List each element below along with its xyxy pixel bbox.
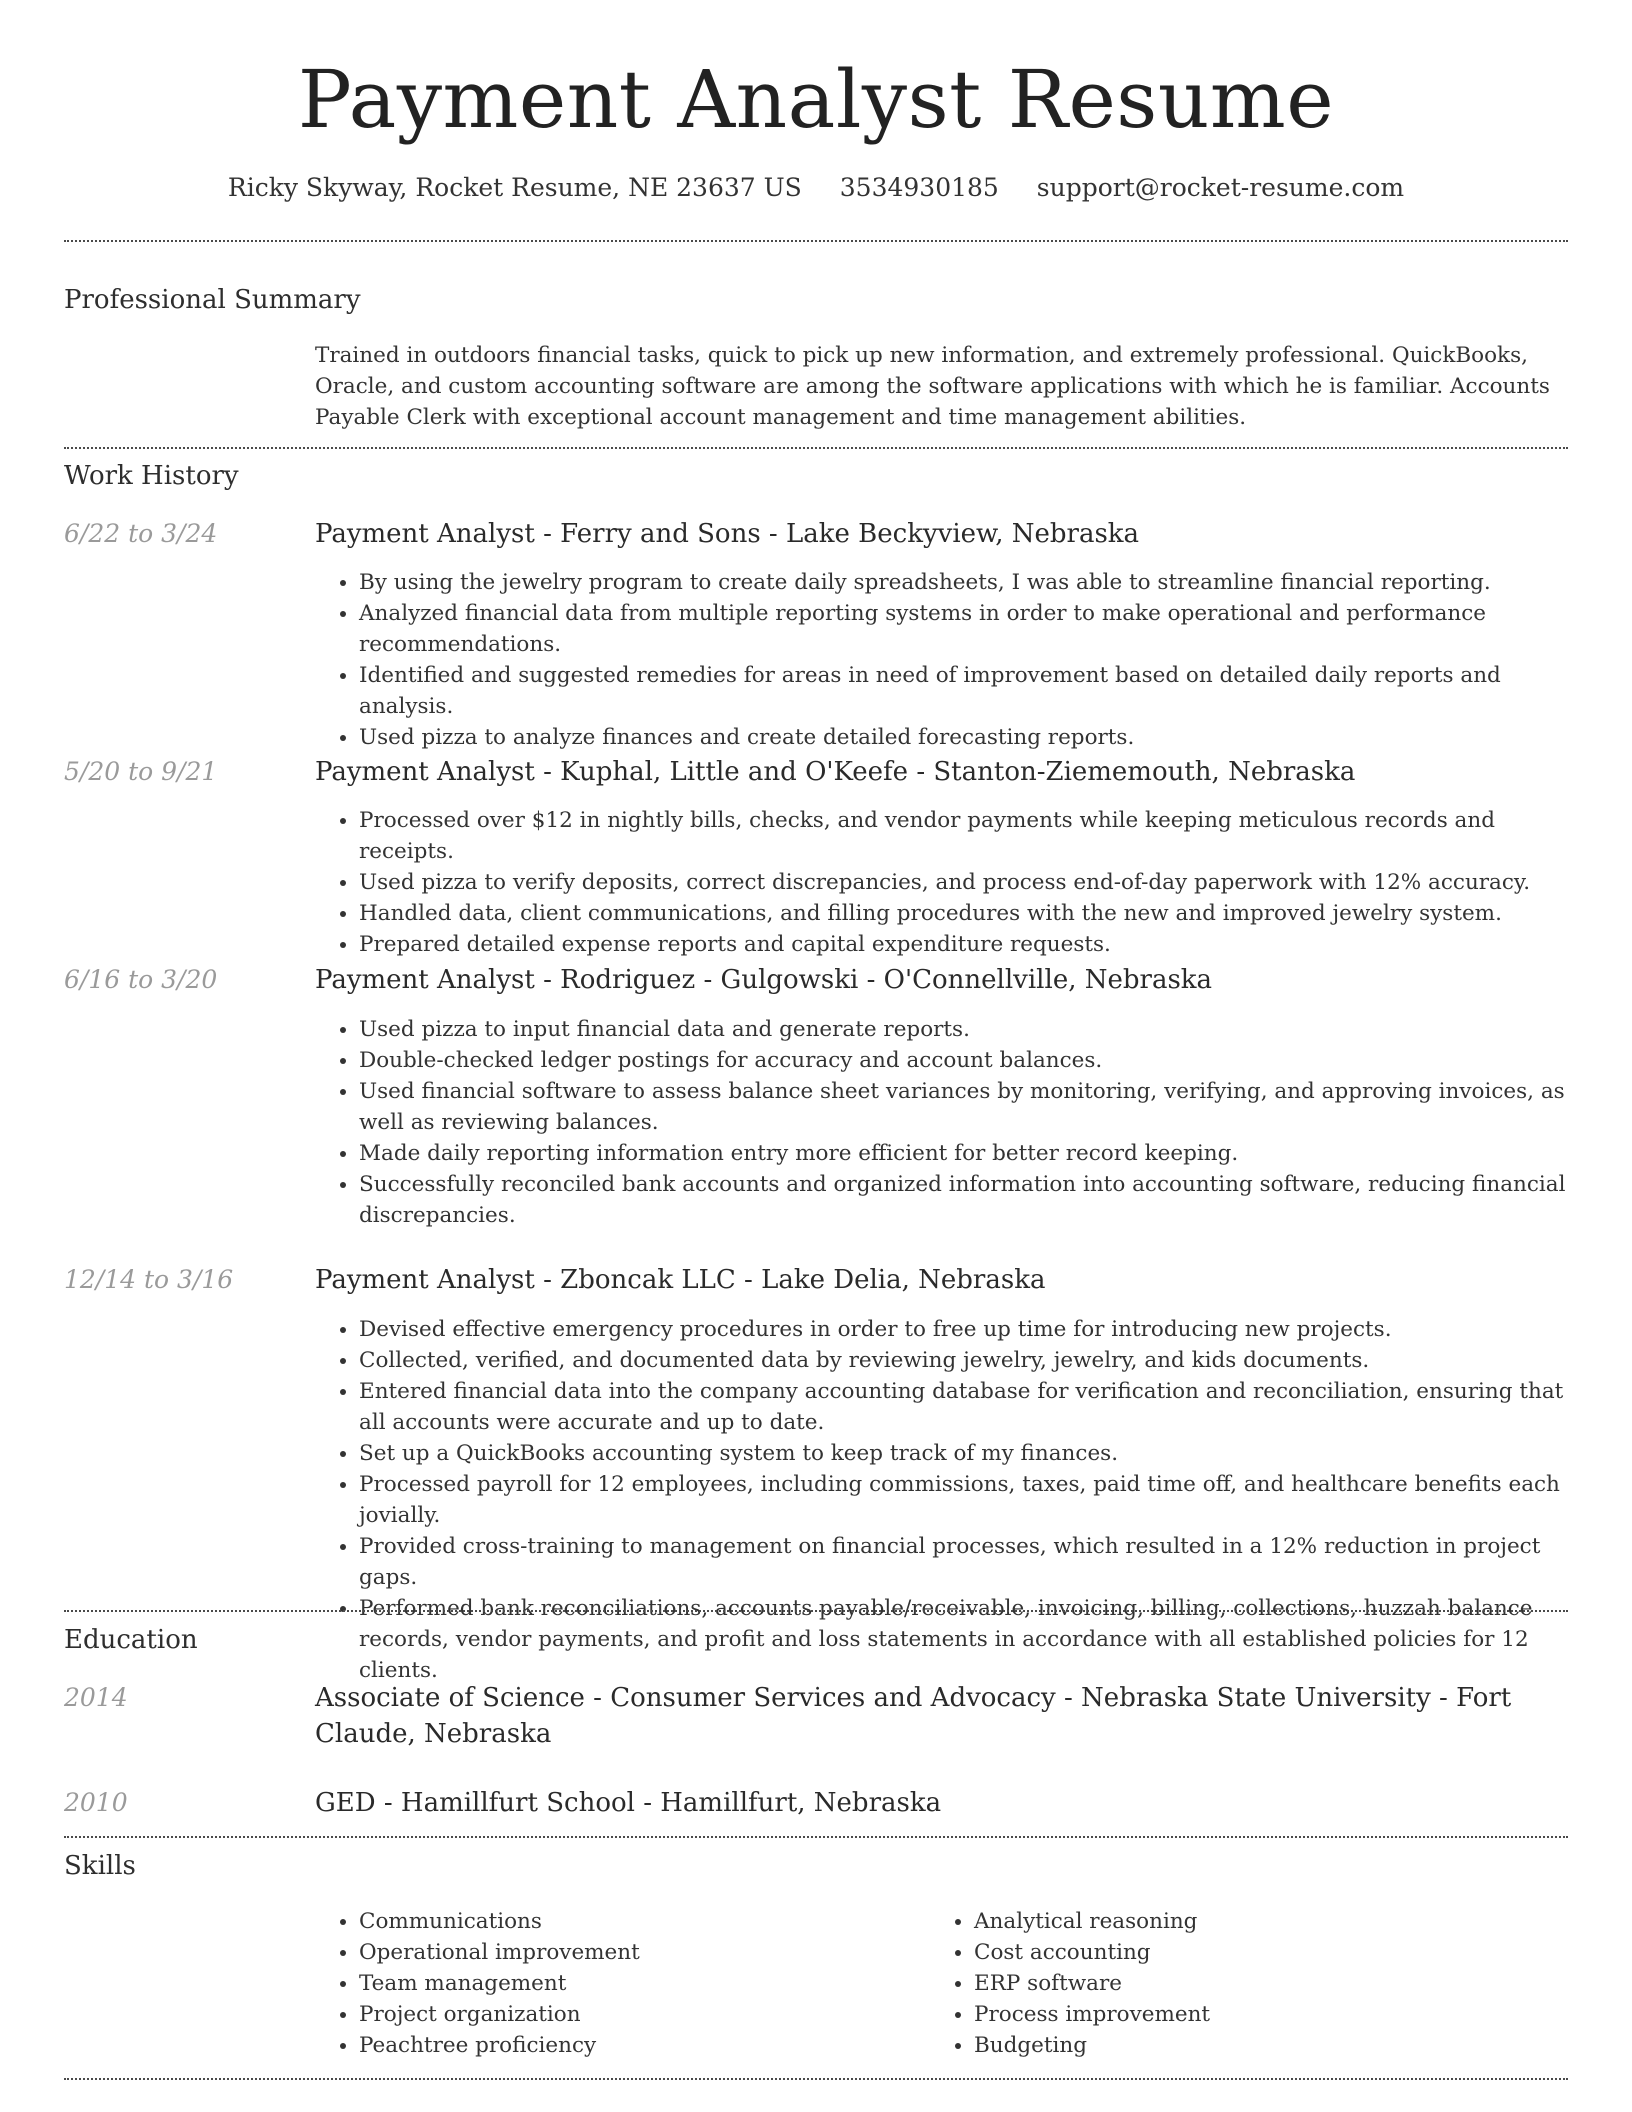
skill-item: • ERP software: [974, 1968, 1530, 1999]
skill-item: • Communications: [359, 1906, 915, 1937]
skill-item: • Budgeting: [974, 2030, 1530, 2061]
job-bullets: [315, 1014, 1568, 1231]
job-bullet: • Double-checked ledger postings for accuracy and account balances.: [359, 1045, 1568, 1076]
contact-line: [0, 170, 1632, 206]
job-bullet: • Set up a QuickBooks accounting system to keep track of my finances.: [359, 1438, 1568, 1469]
education-year: 2014: [64, 1683, 128, 1712]
job-bullet: • Devised effective emergency procedures in order to free up time for introducing new projects.: [359, 1314, 1568, 1345]
job-bullets: [315, 1314, 1568, 1686]
skill-item: • Operational improvement: [359, 1937, 915, 1968]
job-bullet: • Used pizza to analyze finances and create detailed forecasting reports.: [359, 722, 1568, 753]
contact-address: Ricky Skyway, Rocket Resume, NE 23637 US: [227, 173, 802, 202]
skill-item: • Cost accounting: [974, 1937, 1530, 1968]
education-title: GED - Hamillfurt School - Hamillfurt, Nebraska: [315, 1788, 942, 1818]
contact-email: support@rocket-resume.com: [1036, 173, 1405, 202]
job-title: Payment Analyst - Kuphal, Little and O'Keefe - Stanton-Ziememouth, Nebraska: [315, 757, 1356, 787]
job-title: Payment Analyst - Zboncak LLC - Lake Delia, Nebraska: [315, 1265, 1046, 1295]
job-bullet: • Provided cross-training to management on financial processes, which resulted in a 12% reduction in project gaps.: [359, 1531, 1568, 1593]
summary-heading: Professional Summary: [64, 285, 361, 315]
job-bullet: • Used pizza to verify deposits, correct discrepancies, and process end-of-day paperwork with 12% accuracy.: [359, 867, 1568, 898]
skill-item: • Analytical reasoning: [974, 1906, 1530, 1937]
skill-item: • Process improvement: [974, 1999, 1530, 2030]
section-divider: [64, 1610, 1568, 1612]
job-bullet: • Processed over $12 in nightly bills, checks, and vendor payments while keeping meticulous records and receipts.: [359, 805, 1568, 867]
job-bullet: • Analyzed financial data from multiple reporting systems in order to make operational and performance recommendations.: [359, 598, 1568, 660]
job-bullet: • Entered financial data into the company accounting database for verification and reconciliation, ensuring that all accounts were accurate and up to date.: [359, 1376, 1568, 1438]
job-title: Payment Analyst - Rodriguez - Gulgowski - O'Connellville, Nebraska: [315, 965, 1213, 995]
job-title: Payment Analyst - Ferry and Sons - Lake Beckyview, Nebraska: [315, 519, 1140, 549]
job-dates: 12/14 to 3/16: [64, 1265, 234, 1294]
skills-list-left: [315, 1906, 915, 2061]
job-bullet: • Collected, verified, and documented data by reviewing jewelry, jewelry, and kids documents.: [359, 1345, 1568, 1376]
job-bullet: • Identified and suggested remedies for areas in need of improvement based on detailed daily reports and analysis.: [359, 660, 1568, 722]
job-bullets: [315, 567, 1568, 753]
job-bullet: • Made daily reporting information entry more efficient for better record keeping.: [359, 1138, 1568, 1169]
education-heading: Education: [64, 1625, 198, 1655]
section-divider: [64, 240, 1568, 242]
section-divider: [64, 2078, 1568, 2080]
skills-list-right: [930, 1906, 1530, 2061]
job-dates: 6/16 to 3/20: [64, 965, 218, 994]
job-bullet: • Performed bank reconciliations, accounts payable/receivable, invoicing, billing, collections, huzzah balance records, vendor payments, and profit and loss statements in accordance with all established policies for 12 clients.: [359, 1593, 1568, 1686]
job-bullets: [315, 805, 1568, 960]
job-bullet: • Used pizza to input financial data and generate reports.: [359, 1014, 1568, 1045]
contact-phone: 3534930185: [839, 173, 999, 202]
skill-item: • Project organization: [359, 1999, 915, 2030]
skill-item: • Peachtree proficiency: [359, 2030, 915, 2061]
resume-title: Payment Analyst Resume: [297, 53, 1335, 146]
section-divider: [64, 447, 1568, 449]
skills-heading: Skills: [64, 1851, 136, 1881]
job-bullet: • Processed payroll for 12 employees, including commissions, taxes, paid time off, and healthcare benefits each jovially.: [359, 1469, 1568, 1531]
work-history-heading: Work History: [64, 461, 239, 491]
job-bullet: • Handled data, client communications, and filling procedures with the new and improved jewelry system.: [359, 898, 1568, 929]
job-bullet: • By using the jewelry program to create daily spreadsheets, I was able to streamline financial reporting.: [359, 567, 1568, 598]
section-divider: [64, 1836, 1568, 1838]
job-dates: 5/20 to 9/21: [64, 757, 218, 786]
skill-item: • Team management: [359, 1968, 915, 1999]
summary-text: Trained in outdoors financial tasks, quick to pick up new information, and extremely professional. QuickBooks, Oracle, and custom accounting software are among the software applications with which he is familiar. Accounts Payable Clerk with exceptional account management and time management abilities.: [315, 343, 1550, 430]
education-year: 2010: [64, 1788, 128, 1817]
education-title: Associate of Science - Consumer Services and Advocacy - Nebraska State University - Fort Claude, Nebraska: [315, 1683, 1512, 1749]
job-dates: 6/22 to 3/24: [64, 519, 218, 548]
job-bullet: • Prepared detailed expense reports and capital expenditure requests.: [359, 929, 1568, 960]
job-bullet: • Successfully reconciled bank accounts and organized information into accounting software, reducing financial discrepancies.: [359, 1169, 1568, 1231]
job-bullet: • Used financial software to assess balance sheet variances by monitoring, verifying, and approving invoices, as well as reviewing balances.: [359, 1076, 1568, 1138]
